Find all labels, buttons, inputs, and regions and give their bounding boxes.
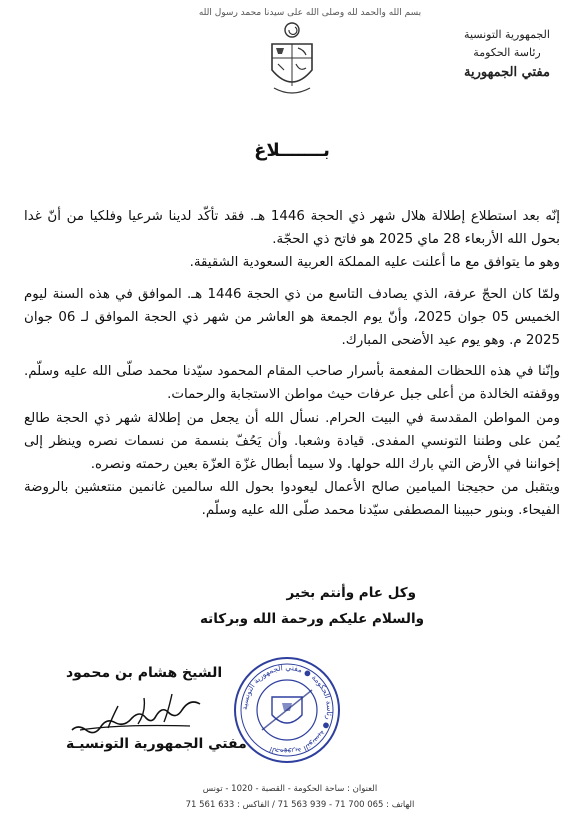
tunisia-coat-of-arms-icon <box>262 18 322 100</box>
paragraph: وهو ما يتوافق مع ما أعلنت عليه المملكة العربية السعودية الشقيقة. <box>189 255 560 271</box>
signatory-title: مفتي الجمهورية التونسيـة <box>66 736 247 752</box>
paragraph: وإنّنا في هذه اللحظات المفعمة بأسرار صاحب المقام المحمود سيّدنا محمد صلّى الله عليه وسلّم. ووقفته الخالدة من أعلى جبل عرفات حيث مواطن الاستجابة والرحمات. <box>24 364 560 403</box>
paragraph: إنّه بعد استطلاع إطلالة هلال شهر ذي الحجة 1446 هـ. فقد تأكّد لدينا شرعيا وفلكيا من أنّ غدا بحول الله الأربعاء 28 ماي 2025 هو فاتح ذي الحجّة. <box>24 209 560 248</box>
paragraph: ويتقبل من حجيجنا الميامين صالح الأعمال ليعودوا بحول الله سالمين غانمين منتعشين بالروضة الفيحاء. وبنور حبيبنا المصطفى سيّدنا محمد صلّى الله عليه وسلّم. <box>24 480 560 519</box>
announcement-body <box>24 205 560 523</box>
footer-phones: الهاتف : 065 700 71 - 939 563 71 / الفاكس : 633 561 71 <box>185 800 415 810</box>
document-title: بـــــــلاغ <box>254 140 330 161</box>
footer-address: العنوان : ساحة الحكومة - القصبة - 1020 - تونس <box>202 784 378 794</box>
official-stamp-icon <box>232 655 342 765</box>
closing-greeting: وكل عام وأنتم بخير <box>286 585 416 601</box>
signatory-name: الشيخ هشام بن محمود <box>66 665 223 681</box>
issuer-block <box>442 26 572 84</box>
org-country: الجمهورية التونسية <box>464 28 550 41</box>
org-department: رئاسة الحكومة <box>473 46 541 59</box>
org-office: مفتي الجمهورية <box>464 65 550 80</box>
handwritten-signature-icon <box>60 690 210 735</box>
stamp-ring-text: الجمهورية التونسية ● رئاسة الحكومة ● مفتي الجمهورية التونسية <box>239 662 335 758</box>
basmala-line: بسم الله والحمد لله وصلى الله على سيدنا محمد رسول الله <box>198 8 422 18</box>
paragraph: ولمّا كان الحجّ عرفة، الذي يصادف التاسع من ذي الحجة 1446 هـ. الموافق في هذه السنة ليوم الخميس 05 جوان 2025، وأنّ يوم الجمعة هو العاشر من شهر ذي الحجة الموافق لـ 06 جوان 2025 م. وهو يوم عيد الأضحى المبارك. <box>24 286 560 349</box>
closing-salutation: والسلام عليكم ورحمة الله وبركاته <box>199 611 424 627</box>
paragraph: ومن المواطن المقدسة في البيت الحرام. نسأل الله أن يجعل من إطلالة شهر ذي الحجة طالع يُمن على وطننا التونسي المفدى. قيادة وشعبا. وأن يَحُفّ بنسمة من نسمات نصره وينظر إلى إخواننا في الأرض التي بارك الله حولها. ولا سيما أبطال غزّة العزّة بعين رحمته ونصره. <box>24 410 560 473</box>
